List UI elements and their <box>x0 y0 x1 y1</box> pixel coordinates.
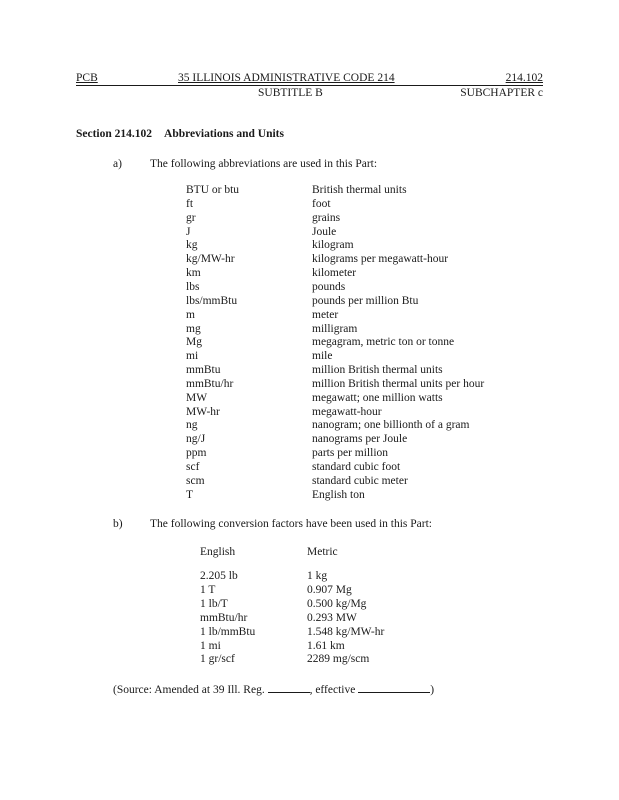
header-subtitle: SUBTITLE B <box>258 87 323 99</box>
header-section-number: 214.102 <box>505 72 543 84</box>
abbreviation-term: gr <box>186 211 196 224</box>
header-code: 35 ILLINOIS ADMINISTRATIVE CODE 214 <box>178 72 395 84</box>
conversion-english: mmBtu/hr <box>200 611 248 624</box>
conversion-metric: 0.293 MW <box>307 611 357 624</box>
source-prefix: (Source: Amended at 39 Ill. Reg. <box>113 684 268 696</box>
part-a-marker: a) <box>113 158 122 170</box>
abbreviation-meaning: parts per million <box>312 447 389 460</box>
abbreviation-term: MW-hr <box>186 405 220 418</box>
abbreviation-meaning: nanograms per Joule <box>312 433 408 446</box>
section-heading <box>76 128 284 140</box>
abbreviation-term: BTU or btu <box>186 184 240 196</box>
conversion-english: 2.205 lb <box>200 570 238 582</box>
abbreviation-term: ng/J <box>186 433 206 446</box>
abbreviation-meaning: pounds per million Btu <box>312 294 419 307</box>
abbreviation-meaning: megagram, metric ton or tonne <box>312 336 455 349</box>
abbreviation-term: scf <box>186 461 200 473</box>
abbreviation-term: MW <box>186 391 208 404</box>
conversion-english: 1 gr/scf <box>200 653 235 666</box>
conversion-metric: 0.500 kg/Mg <box>307 597 367 610</box>
abbreviation-meaning: standard cubic meter <box>312 474 408 487</box>
header-subchapter: SUBCHAPTER c <box>460 87 543 99</box>
conversion-metric: 2289 mg/scm <box>307 653 370 666</box>
abbreviation-term: ft <box>186 197 194 210</box>
abbreviation-term: scm <box>186 474 205 487</box>
abbreviation-term: Mg <box>186 336 202 349</box>
abbreviation-term: kg <box>186 239 198 252</box>
source-middle: , effective <box>309 684 359 696</box>
abbreviation-meaning: million British thermal units <box>312 364 443 377</box>
conversion-english: 1 mi <box>200 639 221 652</box>
abbreviation-meaning: kilometer <box>312 267 357 280</box>
source-note <box>113 682 434 696</box>
abbreviation-term: ppm <box>186 447 207 460</box>
header-agency: PCB <box>76 72 98 84</box>
abbreviation-meaning: pounds <box>312 280 346 293</box>
section-number: Section 214.102 <box>76 128 153 140</box>
abbreviation-meaning: meter <box>312 308 339 321</box>
abbreviation-meaning: English ton <box>312 488 365 501</box>
abbreviation-meaning: standard cubic foot <box>312 461 401 473</box>
conversion-english: 1 lb/mmBtu <box>200 625 256 638</box>
abbreviation-meaning: kilogram <box>312 239 354 252</box>
abbreviation-term: mi <box>186 350 199 363</box>
source-effective-blank <box>358 682 430 693</box>
abbreviation-meaning: foot <box>312 197 331 210</box>
abbreviation-meaning: mile <box>312 350 333 363</box>
part-a-intro: The following abbreviations are used in this Part: <box>150 158 378 170</box>
conversion-english: 1 T <box>200 583 216 596</box>
col-header-english: English <box>200 546 236 558</box>
abbreviation-meaning: million British thermal units per hour <box>312 377 485 390</box>
abbreviation-term: mmBtu <box>186 364 221 377</box>
part-b-intro: The following conversion factors have been used in this Part: <box>150 518 432 530</box>
abbreviation-meaning: British thermal units <box>312 184 407 196</box>
source-suffix: ) <box>430 684 435 696</box>
header-rule <box>76 85 543 86</box>
conversion-english: 1 lb/T <box>200 597 228 610</box>
conversion-metric: 1 kg <box>307 570 328 582</box>
abbreviation-term: T <box>186 488 194 501</box>
conversion-metric: 1.548 kg/MW-hr <box>307 625 385 638</box>
abbreviation-term: m <box>186 308 195 321</box>
abbreviation-meaning: megawatt-hour <box>312 405 382 418</box>
col-header-metric: Metric <box>307 546 338 558</box>
section-title: Abbreviations and Units <box>164 128 284 140</box>
abbreviation-meaning: grains <box>312 211 341 224</box>
abbreviation-term: mg <box>186 322 201 335</box>
conversion-metric: 0.907 Mg <box>307 583 352 596</box>
abbreviation-meaning: nanogram; one billionth of a gram <box>312 419 470 432</box>
abbreviation-term: J <box>186 225 191 238</box>
abbreviation-term: kg/MW-hr <box>186 253 235 266</box>
abbreviation-term: mmBtu/hr <box>186 377 234 390</box>
conversion-metric: 1.61 km <box>307 639 345 652</box>
abbreviation-meaning: megawatt; one million watts <box>312 391 443 404</box>
abbreviation-term: km <box>186 267 201 280</box>
part-b-marker: b) <box>113 518 123 530</box>
source-register-blank <box>268 682 310 693</box>
abbreviation-term: ng <box>186 419 198 432</box>
abbreviation-meaning: milligram <box>312 322 358 335</box>
abbreviation-meaning: Joule <box>312 225 337 238</box>
abbreviation-term: lbs <box>186 280 200 293</box>
abbreviation-meaning: kilograms per megawatt-hour <box>312 253 449 266</box>
abbreviation-term: lbs/mmBtu <box>186 294 238 307</box>
